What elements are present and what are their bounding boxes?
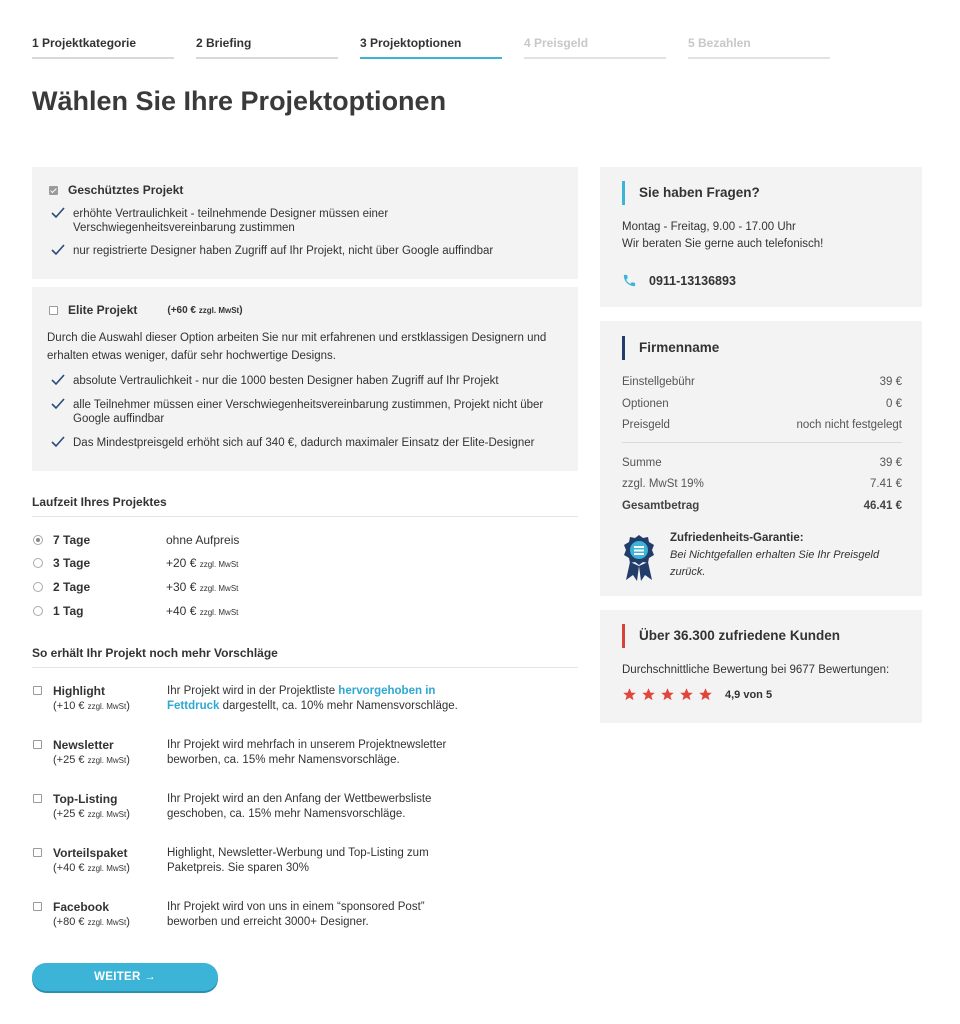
rating-text: 4,9 von 5 [725, 688, 773, 701]
guarantee-text: Bei Nichtgefallen erhalten Sie Ihr Preisgeld zurück. [670, 549, 880, 578]
extra-vorteilspaket-checkbox[interactable] [33, 848, 42, 857]
step-preisgeld: 4 Preisgeld [524, 36, 666, 59]
protected-project-checkbox[interactable] [49, 186, 58, 195]
summary-row-preisgeld: Preisgeld noch nicht festgelegt [622, 419, 902, 431]
runtime-option-7-tage[interactable]: 7 Tage ohne Aufpreis [33, 533, 239, 547]
elite-bullet-2: alle Teilnehmer müssen einer Verschwiegenheitsvereinbarung zustimmen, Projekt nicht über Google auffindbar [49, 398, 549, 426]
summary-divider [622, 442, 902, 443]
step-projektoptionen: 3 Projektoptionen [360, 36, 502, 59]
summary-row-mwst: zzgl. MwSt 19% 7.41 € [622, 478, 902, 490]
elite-project-price: (+60 € zzgl. MwSt) [167, 304, 243, 316]
extra-newsletter-checkbox[interactable] [33, 740, 42, 749]
protected-bullet-2: nur registrierte Designer haben Zugriff auf Ihr Projekt, nicht über Google auffindbar [49, 244, 569, 258]
extra-facebook-description: Ihr Projekt wird von uns in einem “sponsored Post” beworben und erreicht 3000+ Designer. [167, 901, 425, 928]
elite-bullet-3: Das Mindestpreisgeld erhöht sich auf 340 €, dadurch maximaler Einsatz der Elite-Designer [49, 436, 569, 450]
reviews-text: Durchschnittliche Bewertung bei 9677 Bewertungen: [622, 664, 890, 676]
extra-highlight-checkbox[interactable] [33, 686, 42, 695]
extra-newsletter-description: Ihr Projekt wird mehrfach in unserem Projektnewsletter beworben, ca. 15% mehr Namensvorschläge. [167, 739, 447, 766]
star-icon [641, 687, 656, 702]
runtime-radio[interactable] [33, 558, 43, 568]
step-bezahlen: 5 Bezahlen [688, 36, 830, 59]
help-title: Sie haben Fragen? [622, 181, 760, 205]
summary-box [600, 321, 922, 596]
extra-facebook: Facebook (+80 € zzgl. MwSt) Ihr Projekt wird von uns in einem “sponsored Post” beworben und erreicht 3000+ Designer. [33, 900, 467, 930]
help-hours: Montag - Freitag, 9.00 - 17.00 Uhr [622, 221, 796, 233]
runtime-section-title: Laufzeit Ihres Projektes [32, 495, 167, 509]
runtime-radio[interactable] [33, 535, 43, 545]
extra-newsletter: Newsletter (+25 € zzgl. MwSt) Ihr Projekt wird mehrfach in unserem Projektnewsletter beworben, ca. 15% mehr Namensvorschläge. [33, 738, 467, 768]
elite-project-box [32, 287, 578, 471]
check-icon [51, 244, 65, 256]
star-icon [660, 687, 675, 702]
summary-row-optionen: Optionen 0 € [622, 398, 902, 410]
summary-row-gesamtbetrag: Gesamtbetrag 46.41 € [622, 500, 902, 512]
help-box [600, 167, 922, 307]
runtime-option-2-tage[interactable]: 2 Tage +30 € zzgl. MwSt [33, 580, 238, 594]
reviews-box [600, 610, 922, 723]
step-projektkategorie[interactable]: 1 Projektkategorie [32, 36, 174, 59]
rating-stars [622, 687, 772, 702]
guarantee-title: Zufriedenheits-Garantie: [670, 532, 804, 544]
extra-top-listing: Top-Listing (+25 € zzgl. MwSt) Ihr Projekt wird an den Anfang der Wettbewerbsliste geschoben, ca. 15% mehr Namensvorschläge. [33, 792, 467, 822]
check-icon [51, 374, 65, 386]
help-phone[interactable]: 0911-13136893 [649, 273, 736, 288]
check-icon [51, 207, 65, 219]
extra-top-listing-checkbox[interactable] [33, 794, 42, 803]
extra-highlight-description: Ihr Projekt wird in der Projektliste hervorgehoben in Fettdruck dargestellt, ca. 10% mehr Namensvorschläge. [167, 685, 458, 712]
page-title: Wählen Sie Ihre Projektoptionen [32, 86, 447, 116]
star-icon [679, 687, 694, 702]
check-icon [51, 398, 65, 410]
runtime-divider [32, 516, 578, 517]
extra-vorteilspaket-description: Highlight, Newsletter-Werbung und Top-Listing zum Paketpreis. Sie sparen 30% [167, 847, 429, 874]
help-note: Wir beraten Sie gerne auch telefonisch! [622, 238, 824, 250]
summary-title: Firmenname [622, 336, 719, 360]
runtime-option-3-tage[interactable]: 3 Tage +20 € zzgl. MwSt [33, 556, 238, 570]
star-icon [622, 687, 637, 702]
highlight-link[interactable]: hervorgehoben in Fettdruck [167, 685, 436, 712]
summary-row-summe: Summe 39 € [622, 457, 902, 469]
summary-row-einstellgebuehr: Einstellgebühr 39 € [622, 376, 902, 388]
elite-project-checkbox[interactable] [49, 306, 58, 315]
elite-description: Durch die Auswahl dieser Option arbeiten Sie nur mit erfahrenen und erstklassigen Designern und erhalten etwas weniger, dafür sehr hochwertige Designs. [47, 332, 547, 362]
extra-highlight: Highlight (+10 € zzgl. MwSt) Ihr Projekt wird in der Projektliste hervorgehoben in Fettdruck dargestellt, ca. 10% mehr Namensvorschläge. [33, 684, 467, 714]
progress-steps [32, 36, 852, 59]
protected-project-box [32, 167, 578, 279]
runtime-radio[interactable] [33, 582, 43, 592]
star-icon [698, 687, 713, 702]
extra-vorteilspaket: Vorteilspaket (+40 € zzgl. MwSt) Highlight, Newsletter-Werbung und Top-Listing zum Paketpreis. Sie sparen 30% [33, 846, 467, 876]
next-button[interactable]: WEITER → [32, 963, 218, 991]
phone-icon [622, 273, 637, 288]
guarantee-badge-icon [622, 534, 656, 582]
elite-bullet-1: absolute Vertraulichkeit - nur die 1000 besten Designer haben Zugriff auf Ihr Projekt [49, 374, 569, 388]
protected-bullet-1: erhöhte Vertraulichkeit - teilnehmende Designer müssen einer Verschwiegenheitsvereinbarung zustimmen [49, 207, 449, 235]
step-briefing[interactable]: 2 Briefing [196, 36, 338, 59]
runtime-radio[interactable] [33, 606, 43, 616]
runtime-option-1-tag[interactable]: 1 Tag +40 € zzgl. MwSt [33, 604, 238, 618]
reviews-title: Über 36.300 zufriedene Kunden [622, 624, 840, 648]
protected-project-title: Geschütztes Projekt [68, 183, 184, 197]
extras-divider [32, 667, 578, 668]
extra-facebook-checkbox[interactable] [33, 902, 42, 911]
check-icon [51, 436, 65, 448]
extras-section-title: So erhält Ihr Projekt noch mehr Vorschläge [32, 646, 278, 660]
elite-project-title: Elite Projekt [68, 303, 138, 317]
extra-top-listing-description: Ihr Projekt wird an den Anfang der Wettbewerbsliste geschoben, ca. 15% mehr Namensvorschläge. [167, 793, 432, 820]
